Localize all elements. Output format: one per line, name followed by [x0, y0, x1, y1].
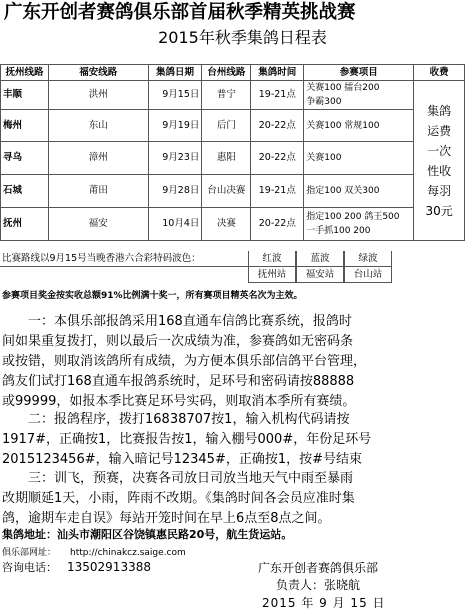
cell-items: [304, 81, 414, 110]
fee-line: 性收: [427, 163, 452, 178]
station-fuzhou: 抚州站: [248, 267, 296, 283]
cell-items: [304, 175, 414, 208]
table-row: [1, 142, 465, 175]
cell-route-c: 台山决赛: [202, 175, 251, 208]
cell-date: 10月4日: [148, 208, 202, 241]
cell-route-a: 石城: [1, 175, 49, 208]
column-header: 抚州线路: [1, 65, 49, 81]
item-line: 争霸300: [306, 97, 342, 107]
cell-route-c: 普宁: [202, 81, 251, 110]
paragraph-line: 1917#，正确按1，比赛报告按1，输入棚号000#，年份足环号: [2, 432, 372, 447]
paragraph-line: 一：本俱乐部报鸽采用168直通车信鸽比赛系统，报鸽时: [2, 314, 352, 329]
column-header: 台州线路: [202, 65, 251, 81]
item-line: 一手抓100 200: [306, 226, 371, 236]
column-header: 收费: [414, 65, 465, 81]
column-header: 参赛项目: [304, 65, 414, 81]
notice-stations-row: [0, 267, 465, 283]
website-link[interactable]: http://chinakcz.saige.com: [70, 548, 186, 558]
cell-date: 9月28日: [148, 175, 202, 208]
cell-time: 19-21点: [251, 175, 304, 208]
station-fuan: 福安站: [296, 267, 344, 283]
cell-route-b: 福安: [48, 208, 148, 241]
cell-time: 20-22点: [251, 142, 304, 175]
rule-paragraph-2: [2, 410, 371, 470]
column-header: 集鸽时间: [251, 65, 304, 81]
cell-time: 19-21点: [251, 81, 304, 110]
route-color-notice: [0, 251, 465, 283]
column-header: 集鸽日期: [148, 65, 202, 81]
paragraph-line: 鸽友们试打168直通车报鸽系统时，足环号和密码请按88888: [2, 374, 355, 389]
cell-route-b: 东山: [48, 110, 148, 142]
website-label: 俱乐部网址：: [2, 548, 57, 558]
cell-route-c: 决赛: [202, 208, 251, 241]
fee-line: 运费: [427, 123, 452, 138]
signature-date: 2015 年 9 月 15 日: [262, 596, 386, 610]
paragraph-line: 间如果重复拨打，则以最后一次成绩为准，参赛鸽如无密码条: [2, 334, 354, 349]
fee-line: 集鸽: [427, 103, 452, 118]
paragraph-line: 三：训飞，预赛，决赛各司放日司放当地天气中雨至暴雨: [2, 471, 354, 486]
signature-club: 广东开创者赛鸽俱乐部: [258, 561, 379, 575]
table-header-row: [1, 65, 465, 81]
table-row: [1, 81, 465, 110]
table-row: [1, 175, 465, 208]
cell-route-a: 抚州: [1, 208, 49, 241]
cell-items: [304, 142, 414, 175]
paragraph-line: 或99999，如报本季比赛足环号实码，则取消本季所有赛绩。: [2, 394, 356, 409]
paragraph-line: 鸽，逾期车走自误》每站开笼时间在早上6点至8点之间。: [2, 511, 331, 526]
notice-text: 比赛路线以9月15号当晚香港六合彩特码波色：: [0, 251, 248, 267]
fee-line: 30元: [425, 203, 453, 218]
table-row: [1, 110, 465, 142]
collection-address: 集鸽地址：汕头市潮阳区谷饶镇惠民路20号，航生货运站。: [2, 528, 293, 541]
table-row: [1, 208, 465, 241]
club-website: [2, 545, 186, 558]
cell-route-b: 莆田: [48, 175, 148, 208]
station-taishan: 台山站: [344, 267, 392, 283]
paragraph-line: 改期顺延1天，小雨，阵雨不改期。《集鸽时间各会员应准时集: [2, 491, 355, 506]
cell-fee: [414, 81, 465, 241]
cell-date: 9月15日: [148, 81, 202, 110]
cell-items: [304, 110, 414, 142]
cell-route-a: 丰顺: [1, 81, 49, 110]
cell-route-b: 洪州: [48, 81, 148, 110]
page-subtitle: 2015年秋季集鸽日程表: [158, 28, 327, 47]
fee-line: 一次: [427, 143, 452, 158]
cell-items: [304, 208, 414, 241]
cell-route-c: 后门: [202, 110, 251, 142]
signature-person: 负责人：张晓航: [276, 578, 361, 592]
item-line: 关赛100: [306, 153, 342, 163]
schedule-table: [0, 64, 465, 241]
cell-date: 9月23日: [148, 142, 202, 175]
cell-route-b: 漳州: [48, 142, 148, 175]
item-line: 指定100 200 鸽王500: [306, 212, 400, 222]
paragraph-line: 二：报鸽程序，拨打16838707按1，输入机构代码请按: [2, 412, 350, 427]
cell-date: 9月19日: [148, 110, 202, 142]
cell-time: 20-22点: [251, 208, 304, 241]
phone-number: 13502913388: [67, 560, 151, 574]
cell-route-c: 惠阳: [202, 142, 251, 175]
color-label-blue: 蓝波: [296, 251, 344, 267]
rule-paragraph-3: [2, 469, 355, 529]
column-header: 福安线路: [48, 65, 148, 81]
rule-paragraph-1: [2, 312, 366, 412]
page-title: 广东开创者赛鸽俱乐部首届秋季精英挑战赛: [4, 2, 356, 23]
paragraph-line: 2015123456#，输入暗记号12345#，正确按1，按#号结束: [2, 452, 363, 467]
cell-route-a: 寻乌: [1, 142, 49, 175]
cell-time: 20-22点: [251, 110, 304, 142]
phone-label: 咨询电话：: [2, 561, 57, 574]
color-label-red: 红波: [248, 251, 296, 267]
item-line: 关赛100 擂台200: [306, 83, 380, 93]
notice-colors-row: [0, 251, 465, 267]
fee-line: 每羽: [427, 183, 452, 198]
color-label-green: 绿波: [344, 251, 392, 267]
cell-route-a: 梅州: [1, 110, 49, 142]
contact-phone: [2, 559, 151, 575]
paragraph-line: 或按错，则取消该鸽所有成绩，为方便本俱乐部信鸽平台管理，: [2, 354, 367, 369]
prize-remark: 参赛项目奖金按实收总额91%比例满十奖一，所有赛项目精英名次为主效。: [2, 291, 303, 301]
item-line: 关赛100 常规100: [306, 120, 380, 131]
item-line: 指定100 双关300: [306, 186, 380, 196]
